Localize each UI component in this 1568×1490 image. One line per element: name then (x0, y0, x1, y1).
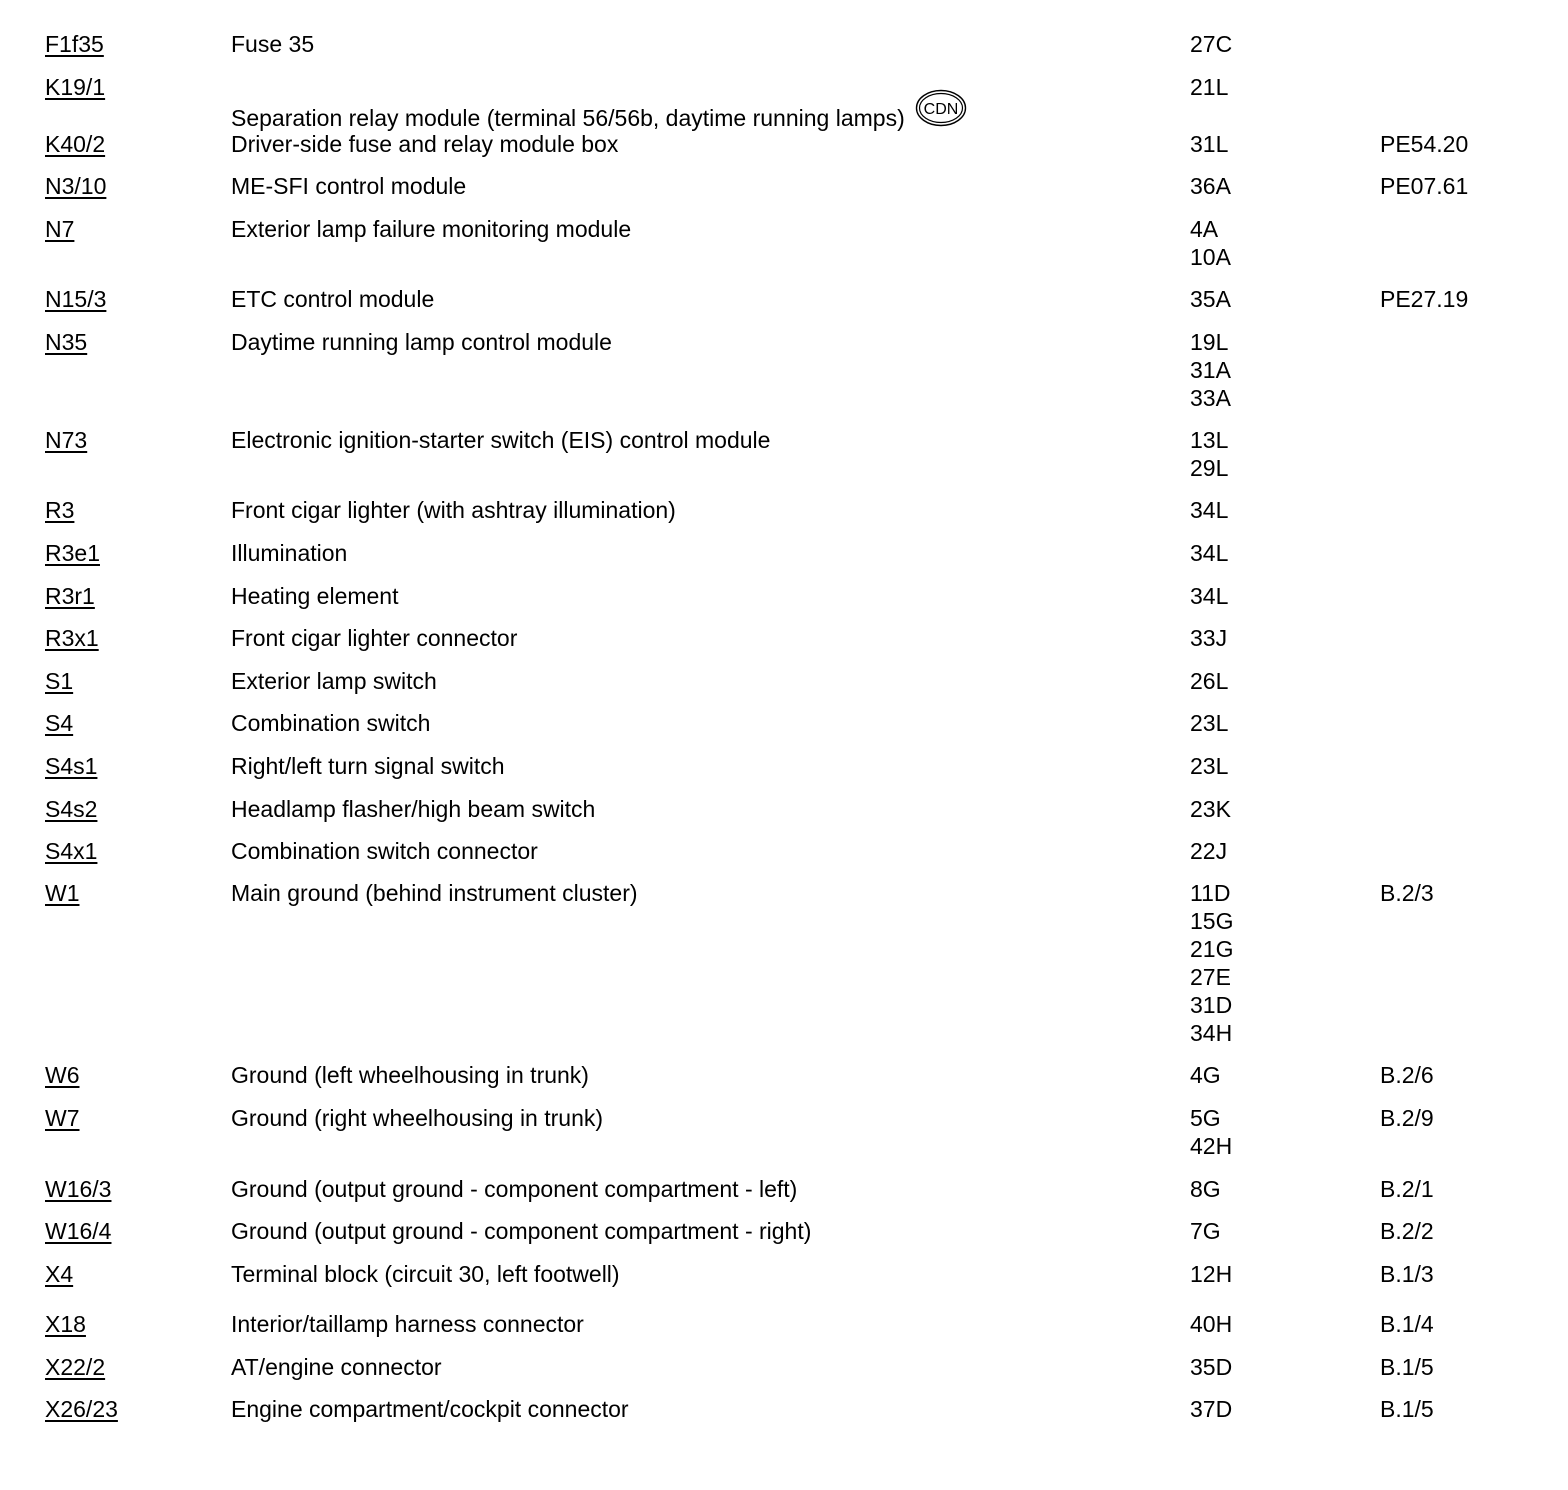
component-description (231, 215, 631, 243)
component-description-text: Combination switch connector (231, 838, 538, 864)
component-code-link[interactable]: S4s1 (45, 753, 98, 779)
grid-location: 34L (1190, 497, 1229, 523)
location-reference: B.1/3 (1380, 1261, 1434, 1287)
component-description (231, 582, 399, 610)
component-description (231, 426, 770, 454)
component-description-text: Electronic ignition-starter switch (EIS) control module (231, 427, 771, 453)
grid-location: 27C (1190, 31, 1233, 57)
component-description (231, 496, 676, 524)
grid-location: 34L (1190, 540, 1229, 566)
component-description (231, 1061, 589, 1089)
component-code-link[interactable]: S4x1 (45, 838, 98, 864)
component-description-text: Exterior lamp failure monitoring module (231, 216, 632, 242)
component-description-text: AT/engine connector (231, 1354, 442, 1380)
cdn-badge-icon (915, 89, 967, 127)
cdn-badge-label: CDN (923, 101, 959, 118)
grid-location: 34H (1190, 1020, 1233, 1046)
grid-location: 37D (1190, 1396, 1233, 1422)
component-code-link[interactable]: N15/3 (45, 286, 107, 312)
grid-locations (1190, 1104, 1232, 1160)
component-code-link[interactable]: W1 (45, 880, 80, 906)
grid-location: 21L (1190, 74, 1229, 100)
component-description (231, 1260, 620, 1288)
component-description (231, 328, 612, 356)
component-description-text: Ground (right wheelhousing in trunk) (231, 1105, 604, 1131)
grid-locations (1190, 879, 1233, 1047)
component-description (231, 1395, 629, 1423)
grid-location: 35D (1190, 1354, 1233, 1380)
component-description-text: Heating element (231, 583, 399, 609)
grid-location: 12H (1190, 1261, 1233, 1287)
grid-locations (1190, 496, 1228, 524)
grid-location: 15G (1190, 908, 1234, 934)
component-code-link[interactable]: S1 (45, 668, 74, 694)
grid-locations (1190, 1353, 1232, 1381)
grid-locations (1190, 215, 1231, 271)
grid-locations (1190, 667, 1228, 695)
location-reference: B.1/5 (1380, 1354, 1434, 1380)
component-description-text: Front cigar lighter connector (231, 625, 518, 651)
location-reference: B.1/5 (1380, 1396, 1434, 1422)
grid-location: 8G (1190, 1176, 1221, 1202)
component-description (231, 752, 505, 780)
component-description-text: Daytime running lamp control module (231, 329, 612, 355)
location-reference: B.2/3 (1380, 880, 1434, 906)
component-description-text: Illumination (231, 540, 348, 566)
grid-locations (1190, 30, 1232, 58)
grid-locations (1190, 73, 1228, 101)
component-description (231, 1217, 811, 1245)
component-description-text: Fuse 35 (231, 31, 315, 57)
component-description-text: Ground (output ground - component compartment - right) (231, 1218, 812, 1244)
component-description (231, 539, 347, 567)
component-description (231, 667, 437, 695)
location-reference: PE27.19 (1380, 286, 1469, 312)
component-code-link[interactable]: F1f35 (45, 31, 104, 57)
location-reference: B.2/9 (1380, 1105, 1434, 1131)
grid-location: 33A (1190, 385, 1231, 411)
component-code-link[interactable]: X18 (45, 1311, 86, 1337)
component-description-text: ETC control module (231, 286, 435, 312)
grid-locations (1190, 709, 1228, 737)
grid-location: 22J (1190, 838, 1228, 864)
component-code-link[interactable]: N73 (45, 427, 88, 453)
grid-locations (1190, 624, 1227, 652)
component-description (231, 1104, 603, 1132)
grid-location: 42H (1190, 1133, 1233, 1159)
component-code-link[interactable]: R3 (45, 497, 75, 523)
component-description-text: Right/left turn signal switch (231, 753, 505, 779)
component-code-link[interactable]: W16/4 (45, 1218, 112, 1244)
component-description (231, 624, 517, 652)
grid-locations (1190, 837, 1227, 865)
location-reference: B.2/6 (1380, 1062, 1434, 1088)
grid-locations (1190, 426, 1228, 482)
component-code-link[interactable]: R3e1 (45, 540, 100, 566)
grid-location: 36A (1190, 173, 1231, 199)
grid-location: 35A (1190, 286, 1231, 312)
grid-locations (1190, 1217, 1221, 1245)
component-description (231, 285, 434, 313)
component-description-text: Engine compartment/cockpit connector (231, 1396, 629, 1422)
component-description-text: Interior/taillamp harness connector (231, 1311, 584, 1337)
component-description-text: Combination switch (231, 710, 431, 736)
grid-locations (1190, 582, 1228, 610)
component-code-link[interactable]: K40/2 (45, 131, 106, 157)
grid-locations (1190, 1175, 1221, 1203)
grid-location: 11D (1190, 880, 1231, 906)
component-description (231, 795, 595, 823)
component-description (231, 709, 430, 737)
location-reference: B.2/2 (1380, 1218, 1434, 1244)
grid-location: 21G (1190, 936, 1234, 962)
component-code-link[interactable]: X26/23 (45, 1396, 118, 1422)
component-code-link[interactable]: W16/3 (45, 1176, 112, 1202)
grid-locations (1190, 1395, 1232, 1423)
component-description (231, 30, 314, 58)
grid-location: 19L (1190, 329, 1229, 355)
component-code-link[interactable]: W7 (45, 1105, 80, 1131)
component-description (231, 172, 466, 200)
grid-location: 33J (1190, 625, 1228, 651)
grid-location: 29L (1190, 455, 1229, 481)
component-description-text: Ground (left wheelhousing in trunk) (231, 1062, 589, 1088)
grid-location: 40H (1190, 1311, 1233, 1337)
grid-locations (1190, 1310, 1232, 1338)
grid-location: 23L (1190, 710, 1229, 736)
component-description-text: Driver-side fuse and relay module box (231, 131, 619, 157)
component-description (231, 837, 538, 865)
component-description (231, 130, 618, 158)
component-description (231, 1353, 442, 1381)
location-reference: PE54.20 (1380, 131, 1469, 157)
component-description (231, 1175, 797, 1203)
component-description-text: Separation relay module (terminal 56/56b, daytime running lamps) (231, 105, 905, 132)
location-reference: B.2/1 (1380, 1176, 1434, 1202)
component-code-link[interactable]: W6 (45, 1062, 80, 1088)
component-description-text: Main ground (behind instrument cluster) (231, 880, 638, 906)
grid-location: 31A (1190, 357, 1231, 383)
component-code-link[interactable]: K19/1 (45, 74, 106, 100)
component-description (231, 1310, 584, 1338)
grid-locations (1190, 539, 1228, 567)
grid-location: 23K (1190, 796, 1231, 822)
grid-locations (1190, 328, 1231, 412)
grid-locations (1190, 795, 1231, 823)
component-code-link[interactable]: S4s2 (45, 796, 98, 822)
grid-locations (1190, 1260, 1232, 1288)
grid-location: 5G (1190, 1105, 1221, 1131)
component-code-link[interactable]: R3x1 (45, 625, 99, 651)
component-code-link[interactable]: N3/10 (45, 173, 107, 199)
grid-location: 10A (1190, 244, 1231, 270)
component-code-link[interactable]: N7 (45, 216, 75, 242)
grid-locations (1190, 1061, 1221, 1089)
component-description-text: Headlamp flasher/high beam switch (231, 796, 596, 822)
grid-locations (1190, 285, 1231, 313)
grid-location: 34L (1190, 583, 1229, 609)
grid-locations (1190, 172, 1231, 200)
component-description-text: Exterior lamp switch (231, 668, 437, 694)
component-description-text: Front cigar lighter (with ashtray illumination) (231, 497, 676, 523)
grid-location: 7G (1190, 1218, 1221, 1244)
grid-locations (1190, 752, 1228, 780)
grid-location: 31D (1190, 992, 1233, 1018)
component-code-link[interactable]: X4 (45, 1261, 74, 1287)
location-reference: PE07.61 (1380, 173, 1469, 199)
component-code-link[interactable]: N35 (45, 329, 88, 355)
component-code-link[interactable]: X22/2 (45, 1354, 106, 1380)
grid-location: 23L (1190, 753, 1229, 779)
grid-location: 4A (1190, 216, 1219, 242)
grid-location: 13L (1190, 427, 1229, 453)
component-description (231, 879, 638, 907)
component-code-link[interactable]: S4 (45, 710, 74, 736)
component-description-text: ME-SFI control module (231, 173, 467, 199)
location-reference: B.1/4 (1380, 1311, 1434, 1337)
grid-location: 31L (1190, 131, 1229, 157)
component-description-text: Terminal block (circuit 30, left footwell) (231, 1261, 620, 1287)
grid-location: 26L (1190, 668, 1229, 694)
grid-locations (1190, 130, 1228, 158)
component-code-link[interactable]: R3r1 (45, 583, 95, 609)
grid-location: 4G (1190, 1062, 1221, 1088)
component-description-text: Ground (output ground - component compartment - left) (231, 1176, 798, 1202)
grid-location: 27E (1190, 964, 1231, 990)
